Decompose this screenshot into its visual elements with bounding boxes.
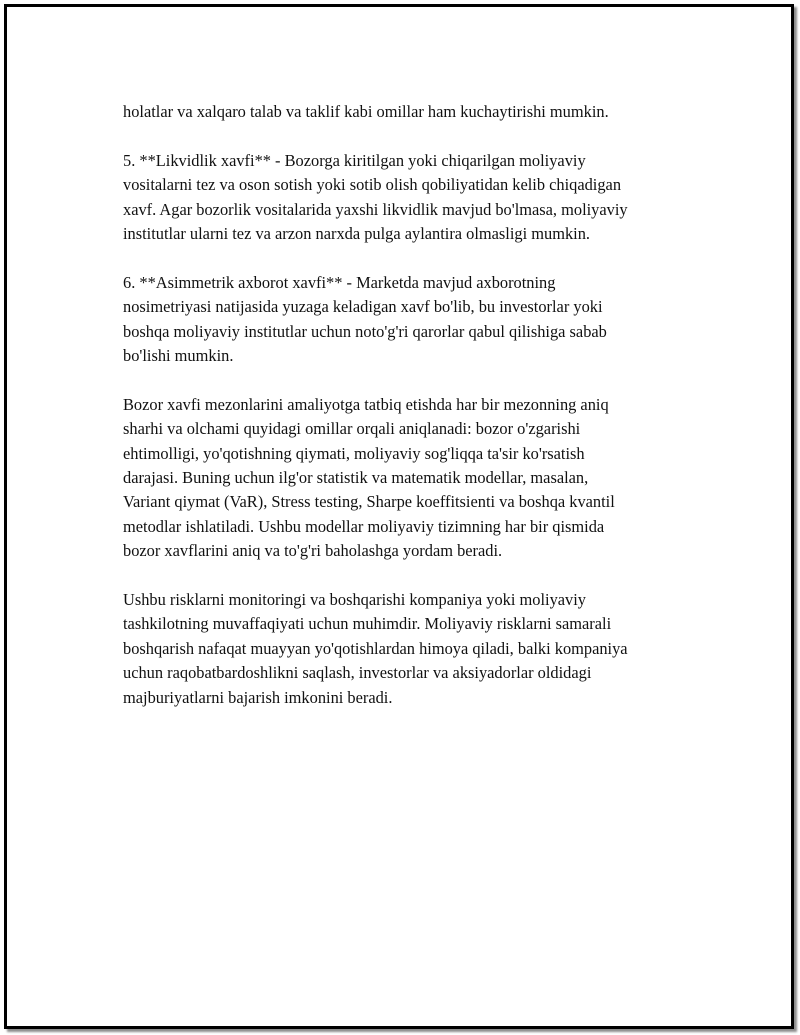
text-line: tashkilotning muvaffaqiyati uchun muhimdir. Moliyaviy risklarni samarali bbox=[123, 614, 612, 634]
text-line: 5. **Likvidlik xavfi** - Bozorga kiritilgan yoki chiqarilgan moliyaviy bbox=[123, 150, 586, 170]
text-line: boshqa moliyaviy institutlar uchun noto'g'ri qarorlar qabul qilishiga sabab bbox=[123, 321, 607, 341]
text-line: 6. **Asimmetrik axborot xavfi** - Marketda mavjud axborotning bbox=[123, 272, 556, 292]
text-line: boshqarish nafaqat muayyan yo'qotishlardan himoya qiladi, balki kompaniya bbox=[123, 638, 628, 658]
document-page bbox=[4, 4, 794, 1029]
document-body bbox=[123, 100, 703, 734]
text-line: holatlar va xalqaro talab va taklif kabi omillar ham kuchaytirishi mumkin. bbox=[123, 102, 609, 121]
paragraph-market-risk-criteria bbox=[123, 393, 703, 564]
text-line: metodlar ishlatiladi. Ushbu modellar moliyaviy tizimning har bir qismida bbox=[123, 516, 605, 536]
text-line: uchun raqobatbardoshlikni saqlash, investorlar va aksiyadorlar oldidagi bbox=[123, 663, 592, 683]
text-line: Variant qiymat (VaR), Stress testing, Sharpe koeffitsienti va boshqa kvantil bbox=[123, 492, 615, 512]
text-line: nosimetriyasi natijasida yuzaga keladigan xavf bo'lib, bu investorlar yoki bbox=[123, 297, 603, 317]
paragraph-1 bbox=[123, 100, 703, 124]
paragraph-liquidity-risk bbox=[123, 149, 703, 247]
text-line: majburiyatlarni bajarish imkonini beradi. bbox=[123, 687, 393, 707]
paragraph-asymmetric-info-risk bbox=[123, 271, 703, 369]
text-line: xavf. Agar bozorlik vositalarida yaxshi likvidlik mavjud bo'lmasa, moliyaviy bbox=[123, 199, 628, 219]
text-line: bozor xavflarini aniq va to'g'ri baholashga yordam beradi. bbox=[123, 541, 503, 561]
text-line: darajasi. Buning uchun ilg'or statistik va matematik modellar, masalan, bbox=[123, 468, 589, 488]
text-line: vositalarni tez va oson sotish yoki sotib olish qobiliyatidan kelib chiqadigan bbox=[123, 175, 622, 195]
text-line: institutlar ularni tez va arzon narxda pulga aylantira olmasligi mumkin. bbox=[123, 224, 590, 244]
text-line: Bozor xavfi mezonlarini amaliyotga tatbiq etishda har bir mezonning aniq bbox=[123, 394, 609, 414]
text-line: sharhi va olchami quyidagi omillar orqali aniqlanadi: bozor o'zgarishi bbox=[123, 419, 581, 439]
text-line: bo'lishi mumkin. bbox=[123, 346, 234, 366]
paragraph-risk-management bbox=[123, 588, 703, 710]
text-line: ehtimolligi, yo'qotishning qiymati, moliyaviy sog'liqqa ta'sir ko'rsatish bbox=[123, 443, 585, 463]
text-line: Ushbu risklarni monitoringi va boshqarishi kompaniya yoki moliyaviy bbox=[123, 590, 586, 610]
